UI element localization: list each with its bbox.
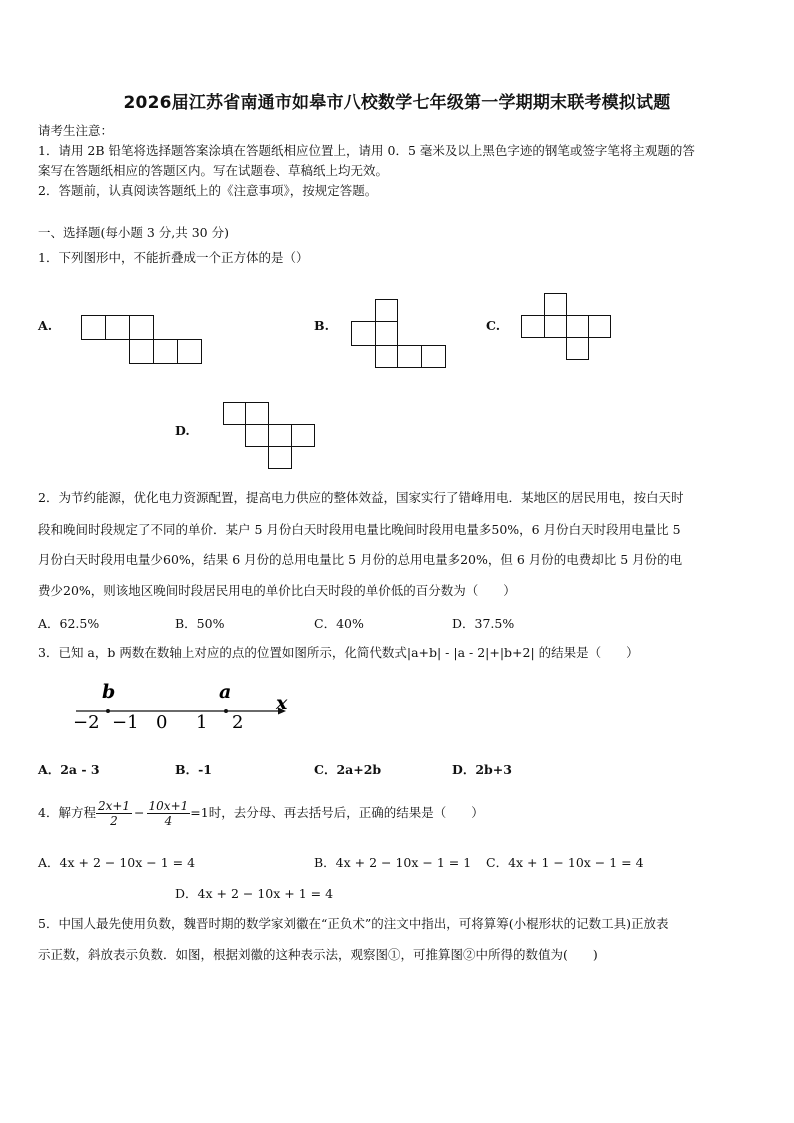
notice-heading: 请考生注意： [38,123,114,138]
q4-prefix: 4．解方程 [38,805,96,820]
q3-number-line [66,678,296,734]
point-b [106,709,110,713]
q3-option-c[interactable]: C．2a+2b [314,762,382,777]
q4-minus: − [134,805,145,820]
q3-option-b[interactable]: B．-1 [175,762,212,777]
q4-f1-denominator: 2 [110,813,118,828]
q3-option-d[interactable]: D．2b+3 [452,762,512,777]
q4-fraction-2 [147,799,191,828]
q4-fraction-1 [96,799,132,828]
q4-option-a[interactable]: A．4x + 2 − 10x − 1 = 4 [38,855,196,870]
q2-line-3: 月份白天时段用电量少60%，结果 6 月份的总用电量比 5 月份的总用电量多20%，但 6 月份的电费却比 5 月份的电 [38,552,683,567]
q4-f2-denominator: 4 [164,813,173,828]
q1-net-b [351,299,451,371]
tick-label-1: 1 [196,712,208,733]
q4-option-d[interactable]: D．4x + 2 − 10x + 1 = 4 [175,886,334,901]
q1-net-a [81,315,205,369]
q3-option-a[interactable]: A．2a - 3 [38,762,100,777]
q1-option-c-label[interactable]: C. [486,318,501,333]
tick-label-0: 0 [156,712,168,733]
q4-option-b[interactable]: B．4x + 2 − 10x − 1 = 1 [314,855,472,870]
q3-stem: 3．已知 a，b 两数在数轴上对应的点的位置如图所示，化简代数式|a+b| - |a - 2|+|b+2| 的结果是（ ） [38,645,639,660]
q4-stem [38,795,484,831]
page-title: 2026届江苏省南通市如皋市八校数学七年级第一学期期末联考模拟试题 [123,93,671,113]
q1-net-d [223,402,319,472]
tick-label-neg2: −2 [73,712,100,733]
q5-line-2: 示正数，斜放表示负数．如图，根据刘徽的这种表示法，观察图①，可推算图②中所得的数值为( ) [38,947,598,962]
notice-line-1a: 1．请用 2B 铅笔将选择题答案涂填在答题纸相应位置上，请用 0．5 毫米及以上黑色字迹的钢笔或签字笔将主观题的答 [38,143,695,158]
q2-option-d[interactable]: D．37.5% [452,616,515,631]
q4-f1-numerator: 2x+1 [97,798,131,813]
q2-line-2: 段和晚间时段规定了不同的单价．某户 5 月份白天时段用电量比晚间时段用电量多50%，6 月份白天时段用电量比 5 [38,522,681,537]
q2-line-4: 费少20%，则该地区晚间时段居民用电的单价比白天时段的单价低的百分数为（ ） [38,583,516,598]
notice-line-2: 2．答题前，认真阅读答题纸上的《注意事项》，按规定答题。 [38,183,378,198]
label-x: x [276,692,288,714]
q1-net-c [521,293,613,361]
q2-option-b[interactable]: B．50% [175,616,225,631]
label-a: a [219,681,232,703]
q1-option-a-label[interactable]: A. [38,318,53,333]
label-b: b [102,681,116,703]
q1-stem: 1．下列图形中，不能折叠成一个正方体的是（） [38,250,309,265]
q4-f2-numerator: 10x+1 [148,798,189,813]
q4-rhs: =1时，去分母、再去括号后，正确的结果是（ ） [190,805,484,820]
q4-option-c[interactable]: C．4x + 1 − 10x − 1 = 4 [486,855,644,870]
q1-option-b-label[interactable]: B. [314,318,329,333]
q2-line-1: 2．为节约能源，优化电力资源配置，提高电力供应的整体效益，国家实行了错峰用电．某地区的居民用电，按白天时 [38,490,684,505]
section-heading: 一、选择题(每小题 3 分,共 30 分) [38,225,229,240]
notice-line-1b: 案写在答题纸相应的答题区内。写在试题卷、草稿纸上均无效。 [38,163,389,178]
point-a [224,709,228,713]
q2-option-a[interactable]: A．62.5% [38,616,100,631]
tick-label-2: 2 [232,712,244,733]
tick-label-neg1: −1 [112,712,139,733]
q1-option-d-label[interactable]: D. [175,423,190,438]
q2-option-c[interactable]: C．40% [314,616,364,631]
q5-line-1: 5．中国人最先使用负数，魏晋时期的数学家刘徽在“正负术”的注文中指出，可将算筹(小棍形状的记数工具)正放表 [38,916,669,931]
